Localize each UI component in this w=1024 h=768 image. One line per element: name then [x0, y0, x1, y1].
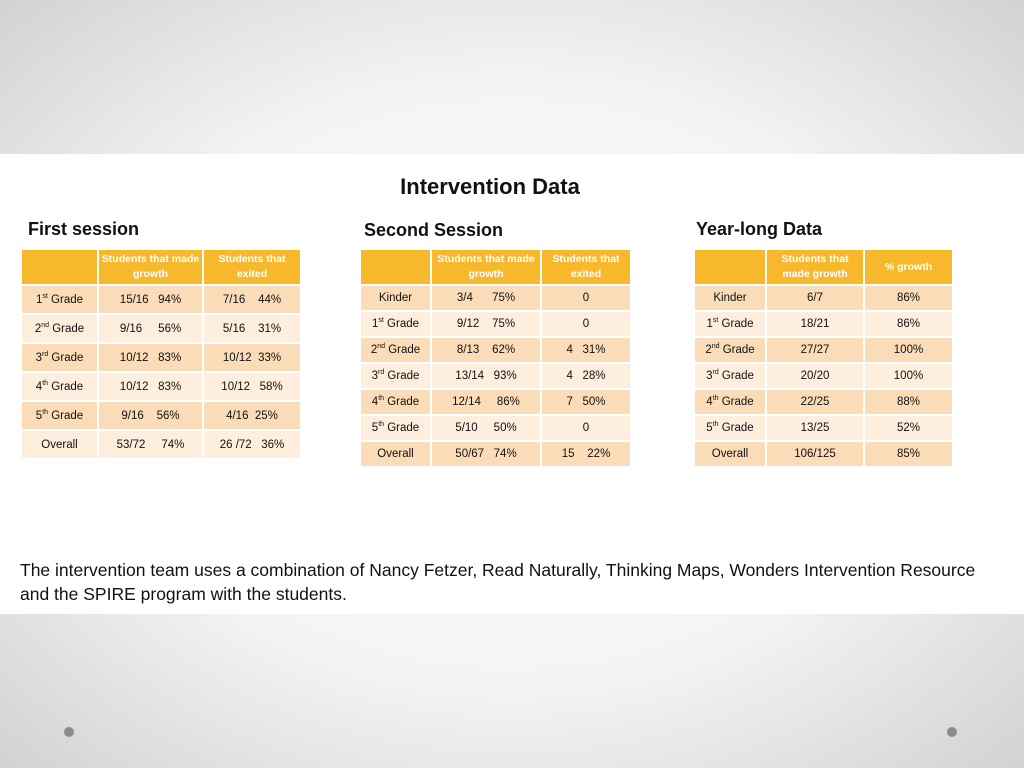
- growth-cell: 15/16 94%: [99, 286, 202, 313]
- table-row: [22, 431, 300, 458]
- growth-cell: 53/72 74%: [99, 431, 202, 458]
- exited-cell: 85%: [865, 442, 952, 466]
- exited-cell: 7/16 44%: [204, 286, 300, 313]
- header-growth: Students that made growth: [767, 250, 863, 284]
- growth-cell: 22/25: [767, 390, 863, 414]
- growth-cell: 10/12 83%: [99, 344, 202, 371]
- growth-cell: 9/16 56%: [99, 402, 202, 429]
- table-header-row: [361, 250, 630, 284]
- exited-cell: 5/16 31%: [204, 315, 300, 342]
- header-blank: [22, 250, 97, 284]
- growth-cell: 50/67 74%: [432, 442, 540, 466]
- grade-cell: 5th Grade: [22, 402, 97, 429]
- table-row: [695, 338, 952, 362]
- growth-cell: 18/21: [767, 312, 863, 336]
- table-row: [22, 402, 300, 429]
- grade-cell: 3rd Grade: [361, 364, 430, 388]
- growth-cell: 9/16 56%: [99, 315, 202, 342]
- exited-cell: 52%: [865, 416, 952, 440]
- table-row: [695, 286, 952, 310]
- growth-cell: 13/25: [767, 416, 863, 440]
- header-growth: Students that made growth: [99, 250, 202, 284]
- grade-cell: 4th Grade: [695, 390, 765, 414]
- grade-cell: 4th Grade: [361, 390, 430, 414]
- exited-cell: 88%: [865, 390, 952, 414]
- growth-cell: 5/10 50%: [432, 416, 540, 440]
- header-exited: Students that exited: [204, 250, 300, 284]
- grade-cell: 1st Grade: [361, 312, 430, 336]
- first-session-heading: First session: [28, 219, 140, 239]
- grade-cell: 5th Grade: [361, 416, 430, 440]
- exited-cell: 86%: [865, 312, 952, 336]
- second-session-heading: Second Session: [364, 220, 504, 240]
- grade-cell: 3rd Grade: [22, 344, 97, 371]
- year-long-heading: Year-long Data: [696, 219, 823, 239]
- header-blank: [695, 250, 765, 284]
- growth-cell: 8/13 62%: [432, 338, 540, 362]
- table-row: [695, 442, 952, 466]
- grade-cell: Overall: [22, 431, 97, 458]
- exited-cell: 0: [542, 416, 630, 440]
- exited-cell: 0: [542, 312, 630, 336]
- table-row: [361, 390, 630, 414]
- grade-cell: 5th Grade: [695, 416, 765, 440]
- exited-cell: 10/12 58%: [204, 373, 300, 400]
- growth-cell: 9/12 75%: [432, 312, 540, 336]
- table-row: [22, 286, 300, 313]
- grade-cell: 2nd Grade: [22, 315, 97, 342]
- table-row: [361, 338, 630, 362]
- exited-cell: 26 /72 36%: [204, 431, 300, 458]
- header-blank: [361, 250, 430, 284]
- grade-cell: 1st Grade: [695, 312, 765, 336]
- grade-cell: 2nd Grade: [695, 338, 765, 362]
- header-exited: Students that exited: [542, 250, 630, 284]
- growth-cell: 12/14 86%: [432, 390, 540, 414]
- table-row: [361, 312, 630, 336]
- table-row: [361, 416, 630, 440]
- exited-cell: 0: [542, 286, 630, 310]
- grade-cell: 4th Grade: [22, 373, 97, 400]
- exited-cell: 7 50%: [542, 390, 630, 414]
- exited-cell: 100%: [865, 338, 952, 362]
- first-session-table: [20, 248, 302, 460]
- exited-cell: 4 31%: [542, 338, 630, 362]
- growth-cell: 27/27: [767, 338, 863, 362]
- table-header-row: [695, 250, 952, 284]
- table-row: [361, 442, 630, 466]
- table-row: [361, 286, 630, 310]
- second-session-table: [359, 248, 632, 468]
- growth-cell: 3/4 75%: [432, 286, 540, 310]
- intervention-description: The intervention team uses a combination of Nancy Fetzer, Read Naturally, Thinking Maps, Wonders Intervention Resource and the SPIRE program with the students.: [20, 560, 976, 604]
- grade-cell: Overall: [361, 442, 430, 466]
- grade-cell: Overall: [695, 442, 765, 466]
- table-row: [361, 364, 630, 388]
- year-long-table: [693, 248, 954, 468]
- left-decorative-dot: [64, 727, 74, 737]
- exited-cell: 4 28%: [542, 364, 630, 388]
- grade-cell: 3rd Grade: [695, 364, 765, 388]
- table-row: [695, 416, 952, 440]
- exited-cell: 10/12 33%: [204, 344, 300, 371]
- grade-cell: Kinder: [361, 286, 430, 310]
- table-row: [22, 344, 300, 371]
- table-row: [695, 390, 952, 414]
- table-row: [695, 312, 952, 336]
- growth-cell: 10/12 83%: [99, 373, 202, 400]
- growth-cell: 20/20: [767, 364, 863, 388]
- right-decorative-dot: [947, 727, 957, 737]
- growth-cell: 6/7: [767, 286, 863, 310]
- header-percent-growth: % growth: [865, 250, 952, 284]
- table-header-row: [22, 250, 300, 284]
- header-growth: Students that made growth: [432, 250, 540, 284]
- exited-cell: 100%: [865, 364, 952, 388]
- exited-cell: 4/16 25%: [204, 402, 300, 429]
- growth-cell: 106/125: [767, 442, 863, 466]
- exited-cell: 86%: [865, 286, 952, 310]
- grade-cell: 2nd Grade: [361, 338, 430, 362]
- table-row: [22, 315, 300, 342]
- grade-cell: 1st Grade: [22, 286, 97, 313]
- grade-cell: Kinder: [695, 286, 765, 310]
- exited-cell: 15 22%: [542, 442, 630, 466]
- table-row: [695, 364, 952, 388]
- page-title: Intervention Data: [400, 174, 580, 199]
- table-row: [22, 373, 300, 400]
- growth-cell: 13/14 93%: [432, 364, 540, 388]
